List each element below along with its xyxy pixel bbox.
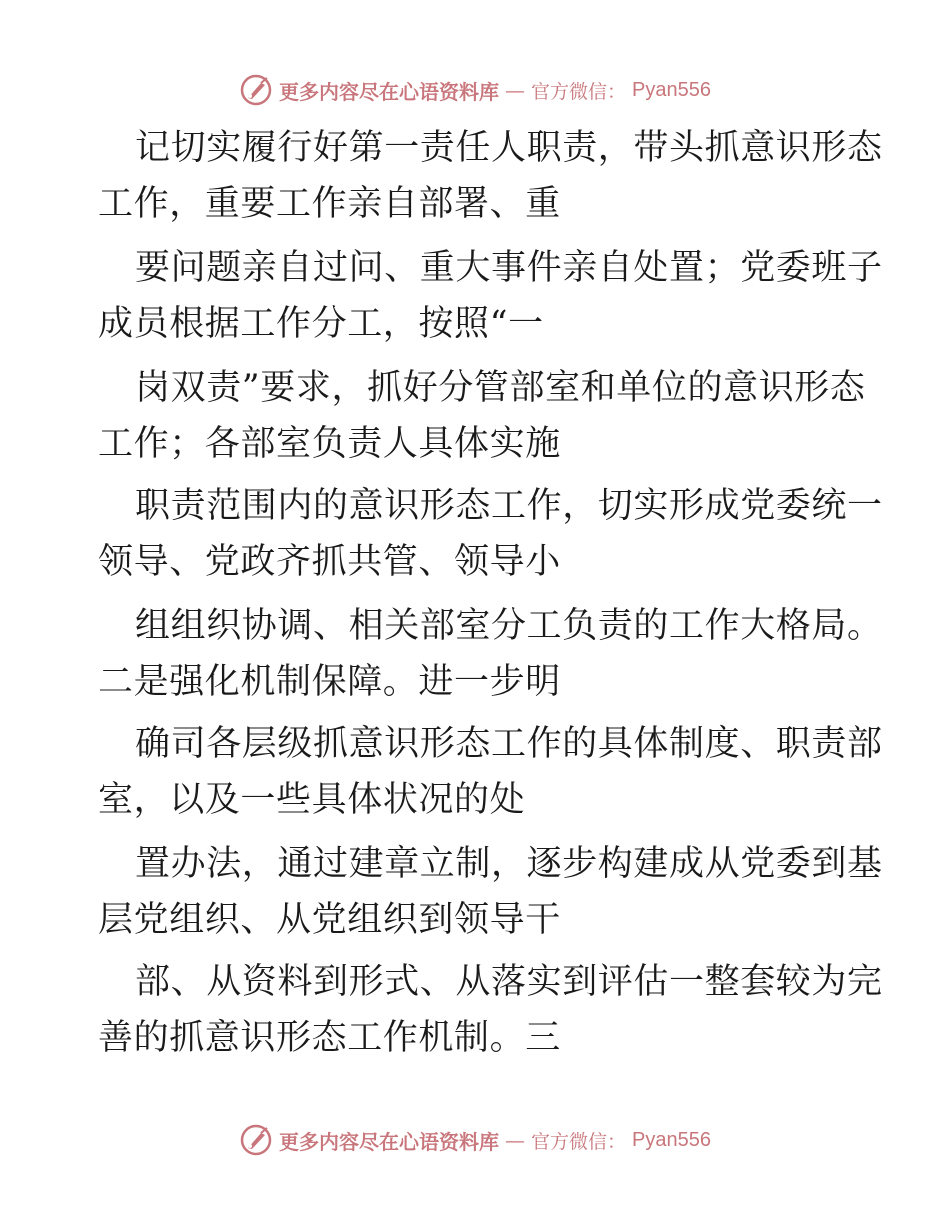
body-line: 职责范围内的意识形态工作，切实形成党委统一	[135, 486, 883, 526]
footer-watermark	[0, 1120, 950, 1160]
body-line: 置办法，通过建章立制，逐步构建成从党委到基	[135, 844, 883, 884]
body-line: 确司各层级抓意识形态工作的具体制度、职责部	[135, 724, 883, 764]
body-line: 善的抓意识形态工作机制。三	[98, 1018, 561, 1058]
body-line: 室，以及一些具体状况的处	[98, 780, 526, 820]
watermark-dash: —	[505, 78, 525, 102]
body-line: 要问题亲自过问、重大事件亲自处置；党委班子	[135, 248, 883, 288]
watermark-wechat-id: Pyan556	[632, 78, 711, 101]
watermark-label: 官方微信：	[531, 80, 627, 103]
body-line: 二是强化机制保障。进一步明	[98, 662, 561, 702]
body-line: 部、从资料到形式、从落实到评估一整套较为完	[135, 962, 883, 1002]
quill-logo-icon	[239, 73, 273, 107]
body-line: 岗双责”要求，抓好分管部室和单位的意识形态	[135, 368, 866, 408]
body-line: 成员根据工作分工，按照“一	[98, 304, 544, 344]
body-line: 领导、党政齐抓共管、领导小	[98, 542, 561, 582]
watermark-dash: —	[505, 1128, 525, 1152]
watermark-site-text: 更多内容尽在心语资料库	[279, 79, 499, 104]
body-line: 层党组织、从党组织到领导干	[98, 900, 561, 940]
body-line: 组组织协调、相关部室分工负责的工作大格局。	[135, 606, 883, 646]
body-line: 记切实履行好第一责任人职责，带头抓意识形态	[135, 128, 883, 168]
watermark-group	[239, 73, 711, 107]
watermark-site-text: 更多内容尽在心语资料库	[279, 1129, 499, 1154]
watermark-label: 官方微信：	[531, 1130, 627, 1153]
watermark-group	[239, 1123, 711, 1157]
watermark-wechat-id: Pyan556	[632, 1128, 711, 1151]
quill-logo-icon	[239, 1123, 273, 1157]
header-watermark	[0, 70, 950, 110]
body-line: 工作；各部室负责人具体实施	[98, 424, 561, 464]
body-line: 工作，重要工作亲自部署、重	[98, 184, 561, 224]
